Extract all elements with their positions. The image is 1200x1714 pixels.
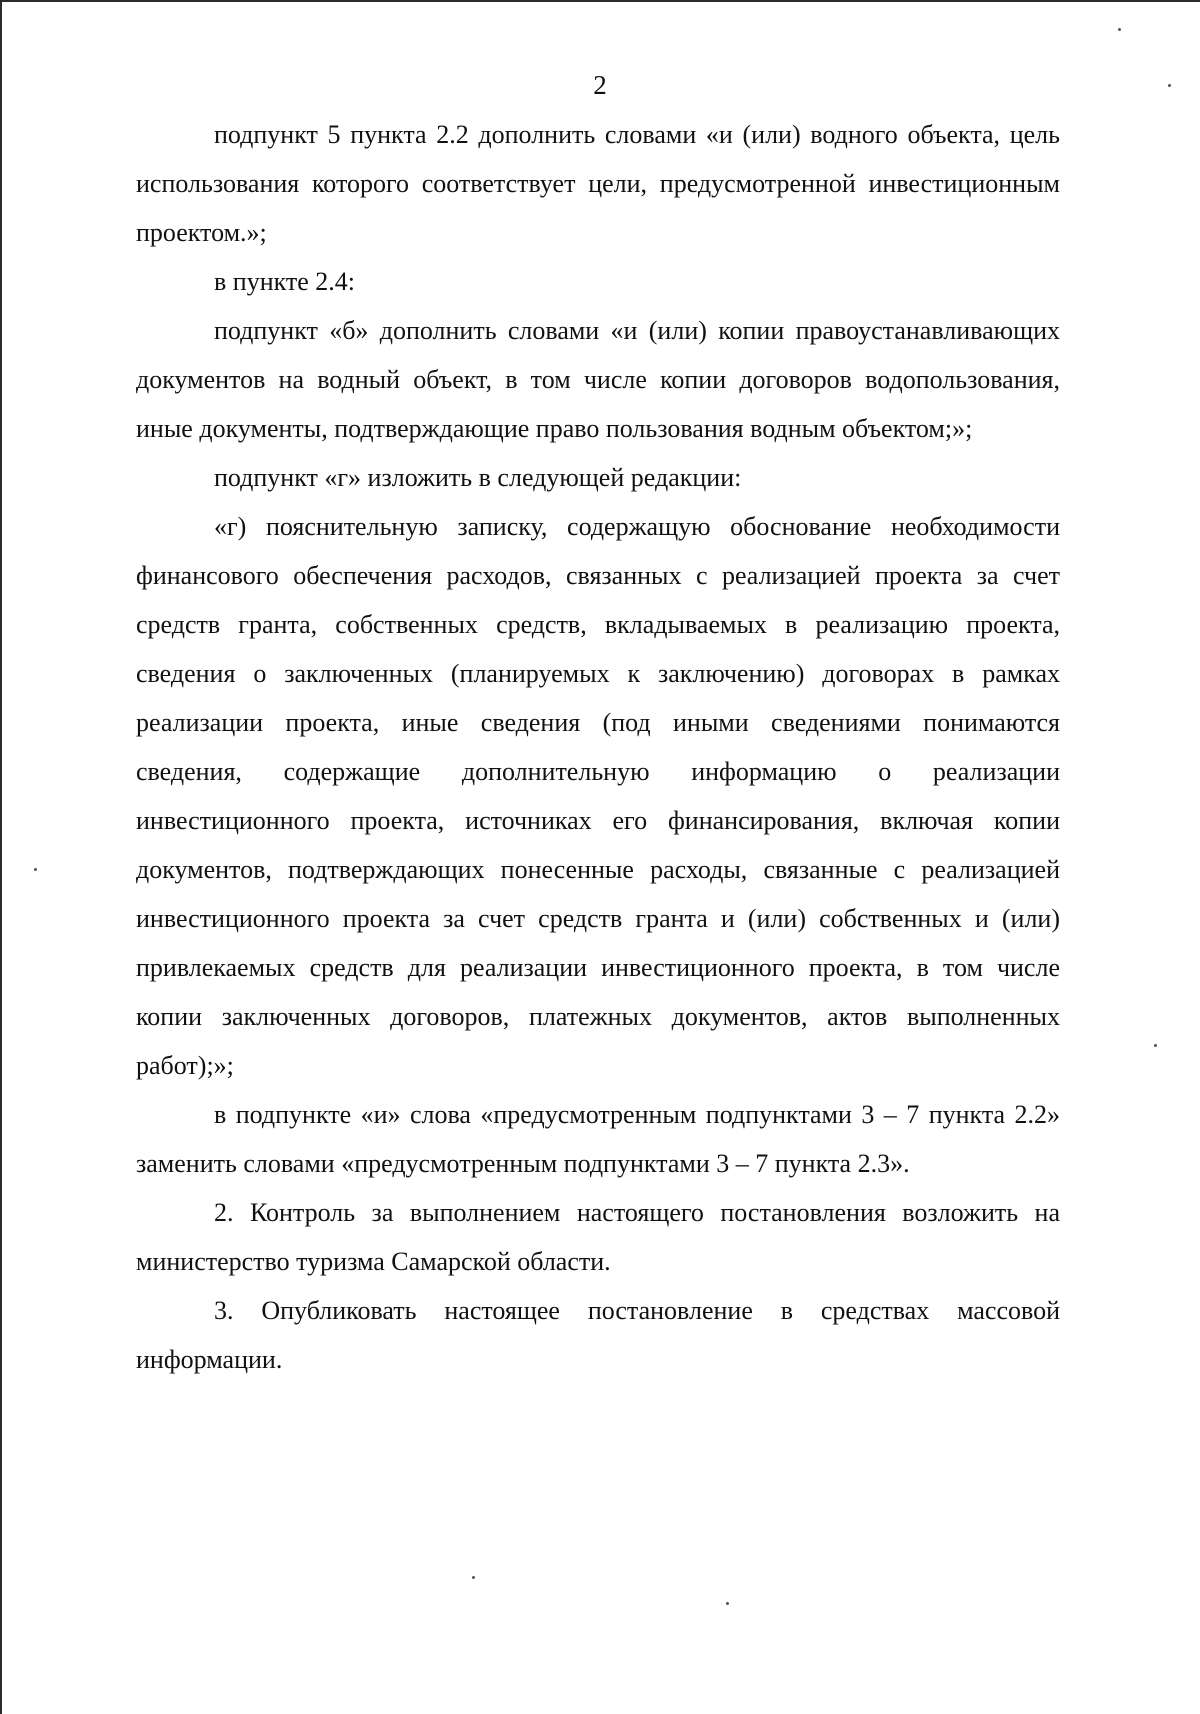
scan-speck [34, 868, 37, 871]
paragraph-subitem-g-text: «г) пояснительную записку, содержащую обоснование необходимости финансового обеспечения расходов, связанных с реализацией проекта за счет средств гранта, собственных средств, вкладываемых в реализацию проекта, сведения о заключенных (планируемых к заключению) договорах в рамках реализации проекта, иные сведения (под иными сведениями понимаются сведения, содержащие дополнительную информацию о реализации инвестиционного проекта, источниках его финансирования, включая копии документов, подтверждающих понесенные расходы, связанные с реализацией инвестиционного проекта за счет средств гранта и (или) собственных и (или) привлекаемых средств для реализации инвестиционного проекта, в том числе копии заключенных договоров, платежных документов, актов выполненных работ);»; [136, 512, 1060, 1080]
scan-speck [1168, 84, 1171, 87]
page-number: 2 [593, 70, 607, 100]
scan-speck [472, 1576, 475, 1579]
paragraph-point-3: 3. Опубликовать настоящее постановление в средствах массовой информации. [136, 1296, 1060, 1374]
scan-left-edge [0, 0, 2, 1714]
scan-speck [726, 1602, 729, 1605]
paragraph-subitem-i: в подпункте «и» слова «предусмотренным подпунктами 3 – 7 пункта 2.2» заменить словами «предусмотренным подпунктами 3 – 7 пункта 2.3». [136, 1100, 1060, 1178]
paragraph-subitem-b: подпункт «б» дополнить словами «и (или) копии правоустанавливающих документов на водный объект, в том числе копии договоров водопользования, иные документы, подтверждающие право пользования водным объектом;»; [136, 316, 1060, 443]
scan-speck [1154, 1044, 1157, 1047]
paragraph-point-2: 2. Контроль за выполнением настоящего постановления возложить на министерство туризма Самарской области. [136, 1198, 1060, 1276]
scan-speck [1118, 28, 1121, 31]
paragraph-subitem-5: подпункт 5 пункта 2.2 дополнить словами «и (или) водного объекта, цель использования которого соответствует цели, предусмотренной инвестиционным проектом.»; [136, 120, 1060, 247]
scan-top-edge [0, 0, 1200, 2]
document-body [136, 110, 1060, 1384]
paragraph-item-2-4: в пункте 2.4: [214, 267, 356, 296]
paragraph-subitem-g-intro: подпункт «г» изложить в следующей редакции: [214, 463, 742, 492]
